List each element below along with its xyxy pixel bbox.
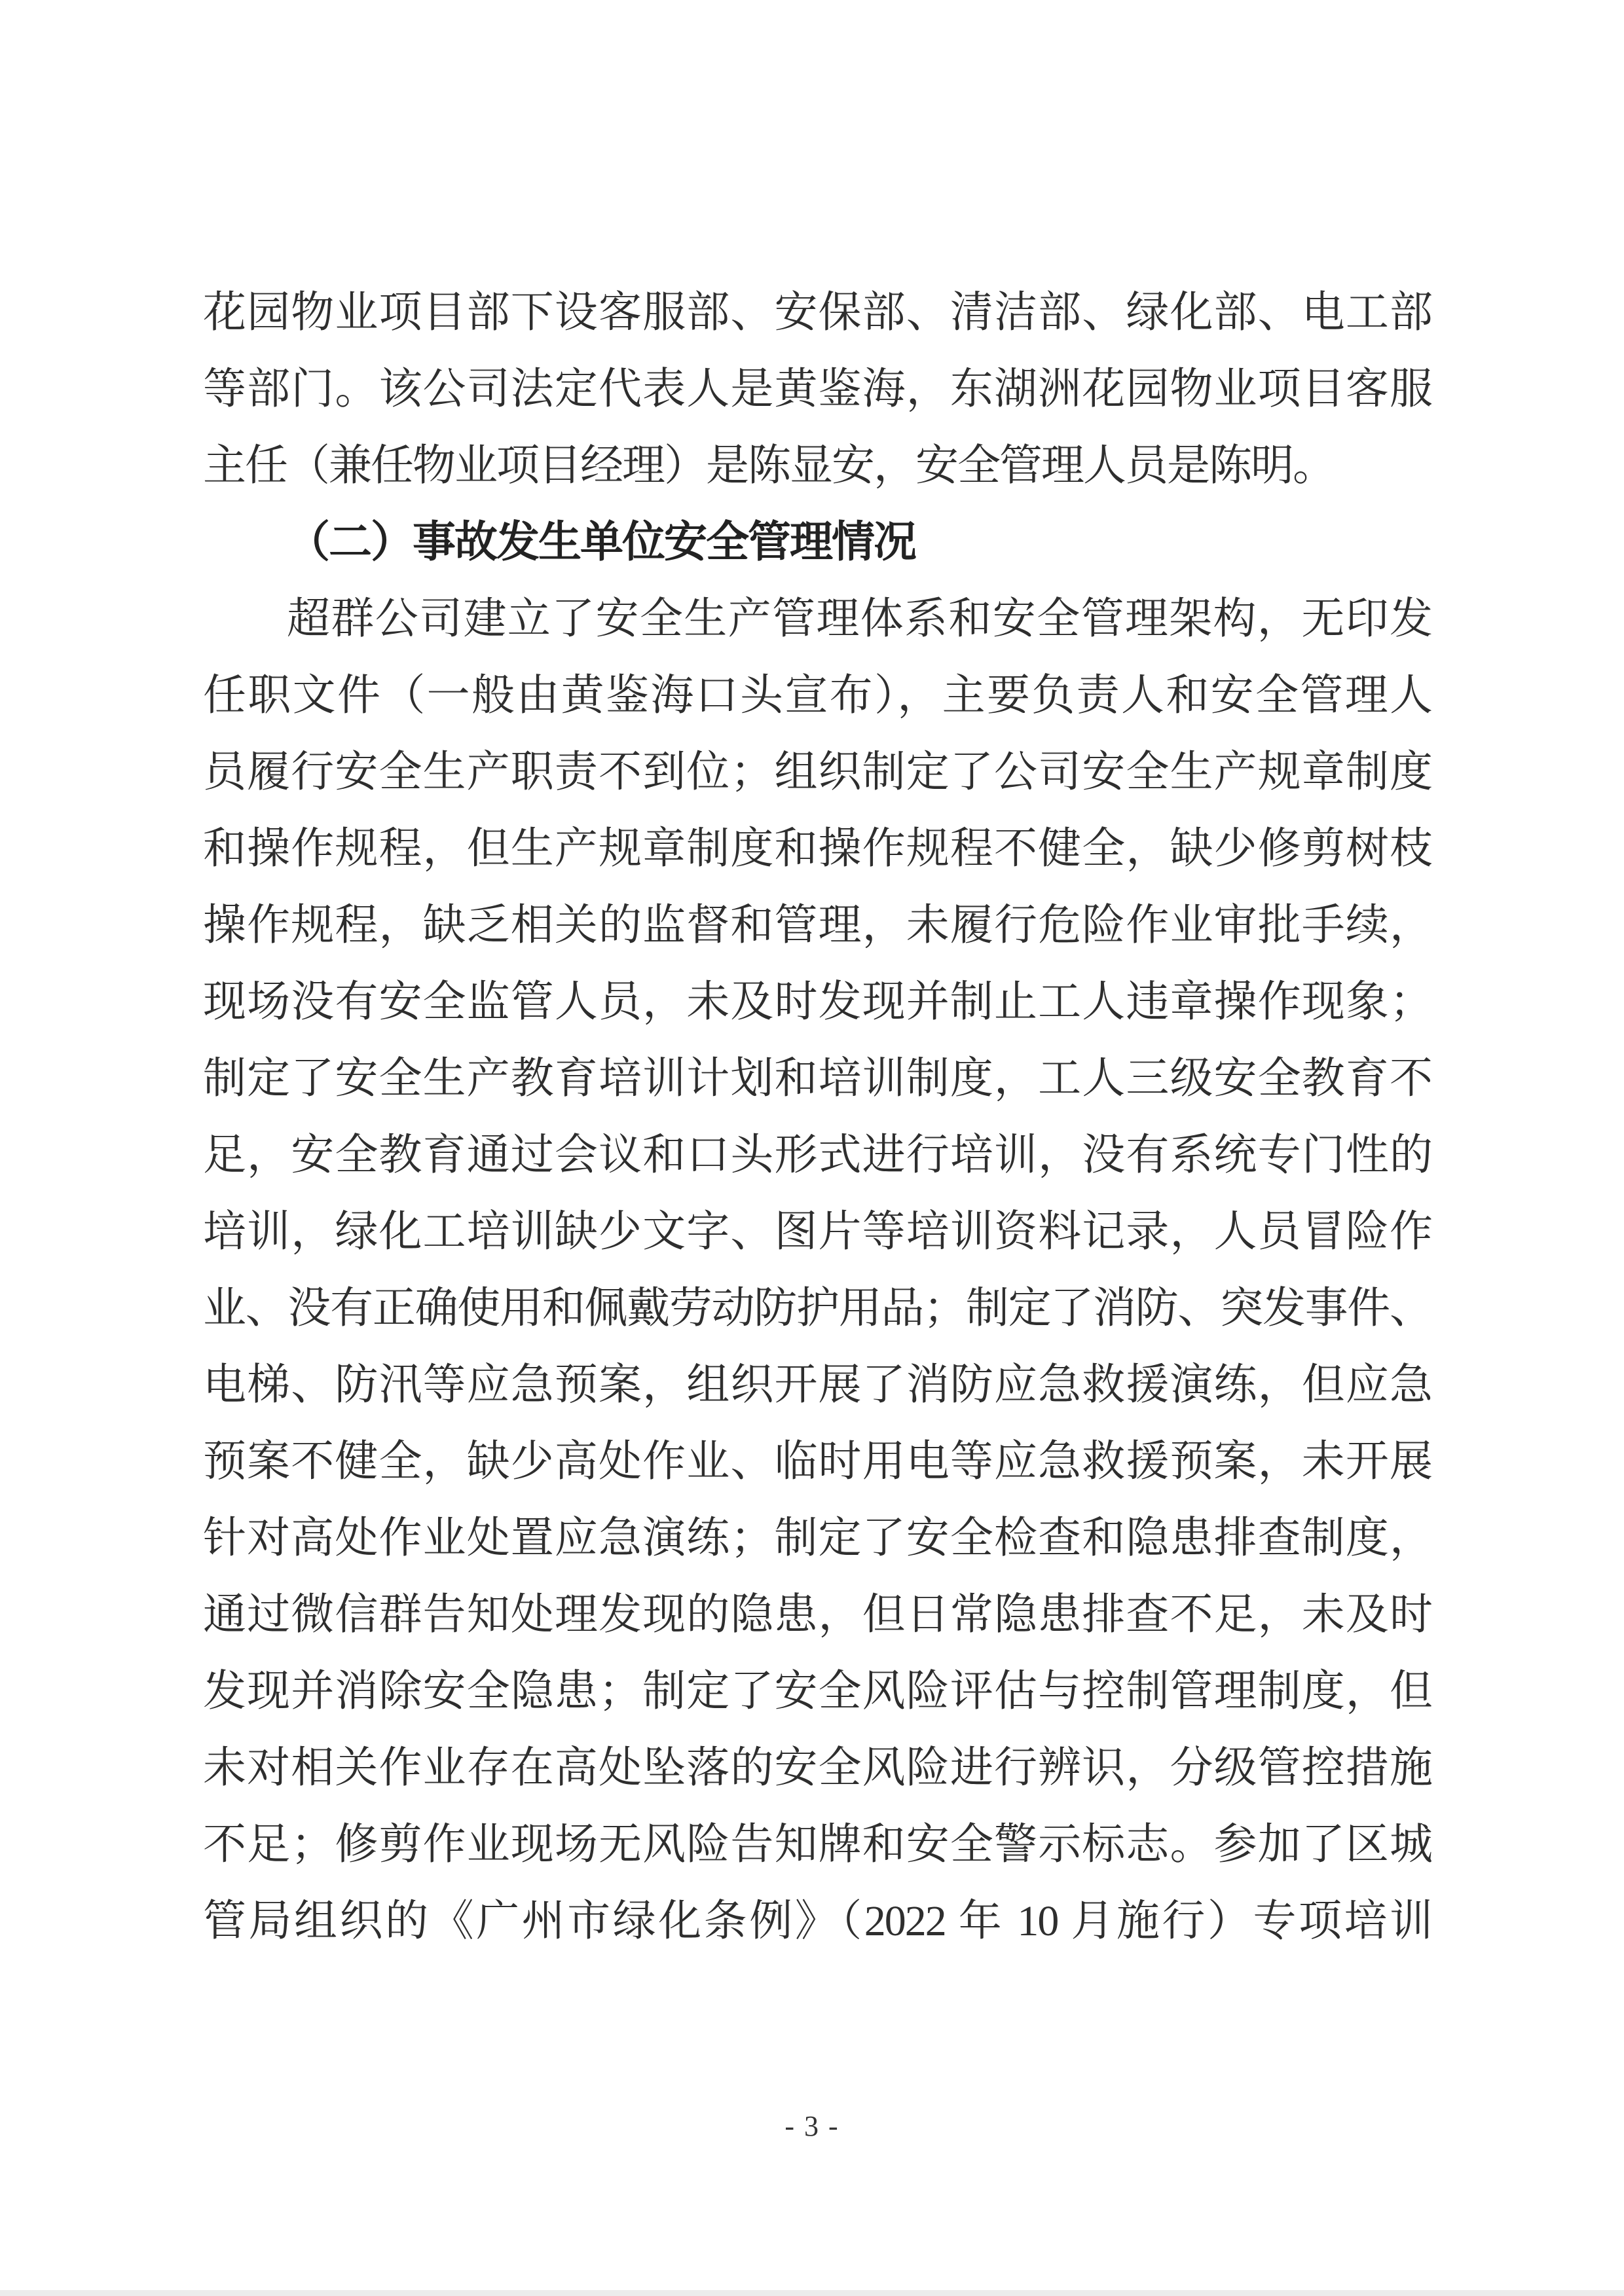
text-line: 和操作规程，但生产规章制度和操作规程不健全，缺少修剪树枝 (203, 825, 1431, 873)
text-line: 足，安全教育通过会议和口头形式进行培训，没有系统专门性的 (203, 1131, 1431, 1179)
text-line: 通过微信群告知处理发现的隐患，但日常隐患排查不足，未及时 (203, 1591, 1431, 1639)
text-line: 花园物业项目部下设客服部、安保部、清洁部、绿化部、电工部 (203, 289, 1431, 337)
text-line: 未对相关作业存在高处坠落的安全风险进行辨识，分级管控措施 (203, 1744, 1431, 1792)
text-line: 超群公司建立了安全生产管理体系和安全管理架构，无印发 (287, 595, 1431, 643)
section-heading: （二）事故发生单位安全管理情况 (287, 519, 915, 566)
text-line: 业、没有正确使用和佩戴劳动防护用品；制定了消防、突发事件、 (203, 1285, 1431, 1332)
page-footer (0, 2107, 1624, 2146)
text-line: 预案不健全，缺少高处作业、临时用电等应急救援预案，未开展 (203, 1438, 1431, 1485)
text-line: 现场没有安全监管人员，未及时发现并制止工人违章操作现象； (203, 978, 1431, 1026)
text-line: 电梯、防汛等应急预案，组织开展了消防应急救援演练，但应急 (203, 1361, 1431, 1409)
text-line: 发现并消除安全隐患；制定了安全风险评估与控制管理制度，但 (203, 1667, 1431, 1715)
page-number: - 3 - (784, 2110, 840, 2142)
text-line: 培训，绿化工培训缺少文字、图片等培训资料记录，人员冒险作 (203, 1208, 1431, 1256)
document-body (203, 274, 1431, 1959)
text-line: 针对高处作业处置应急演练；制定了安全检查和隐患排查制度， (203, 1514, 1431, 1562)
text-line: 任职文件（一般由黄鉴海口头宣布），主要负责人和安全管理人 (203, 672, 1431, 720)
scan-edge-artifact (0, 2290, 1624, 2296)
text-line: 不足；修剪作业现场无风险告知牌和安全警示标志。参加了区城 (203, 1821, 1431, 1868)
text-line: 制定了安全生产教育培训计划和培训制度，工人三级安全教育不 (203, 1055, 1431, 1102)
text-line: 等部门。该公司法定代表人是黄鉴海，东湖洲花园物业项目客服 (203, 365, 1431, 413)
text-line: 主任（兼任物业项目经理）是陈显安，安全管理人员是陈明。 (203, 442, 1335, 490)
text-line: 员履行安全生产职责不到位；组织制定了公司安全生产规章制度 (203, 748, 1431, 796)
text-line: 操作规程，缺乏相关的监督和管理，未履行危险作业审批手续， (203, 902, 1431, 949)
text-line: 管局组织的《广州市绿化条例》（2022 年 10 月施行）专项培训 (203, 1897, 1431, 1945)
